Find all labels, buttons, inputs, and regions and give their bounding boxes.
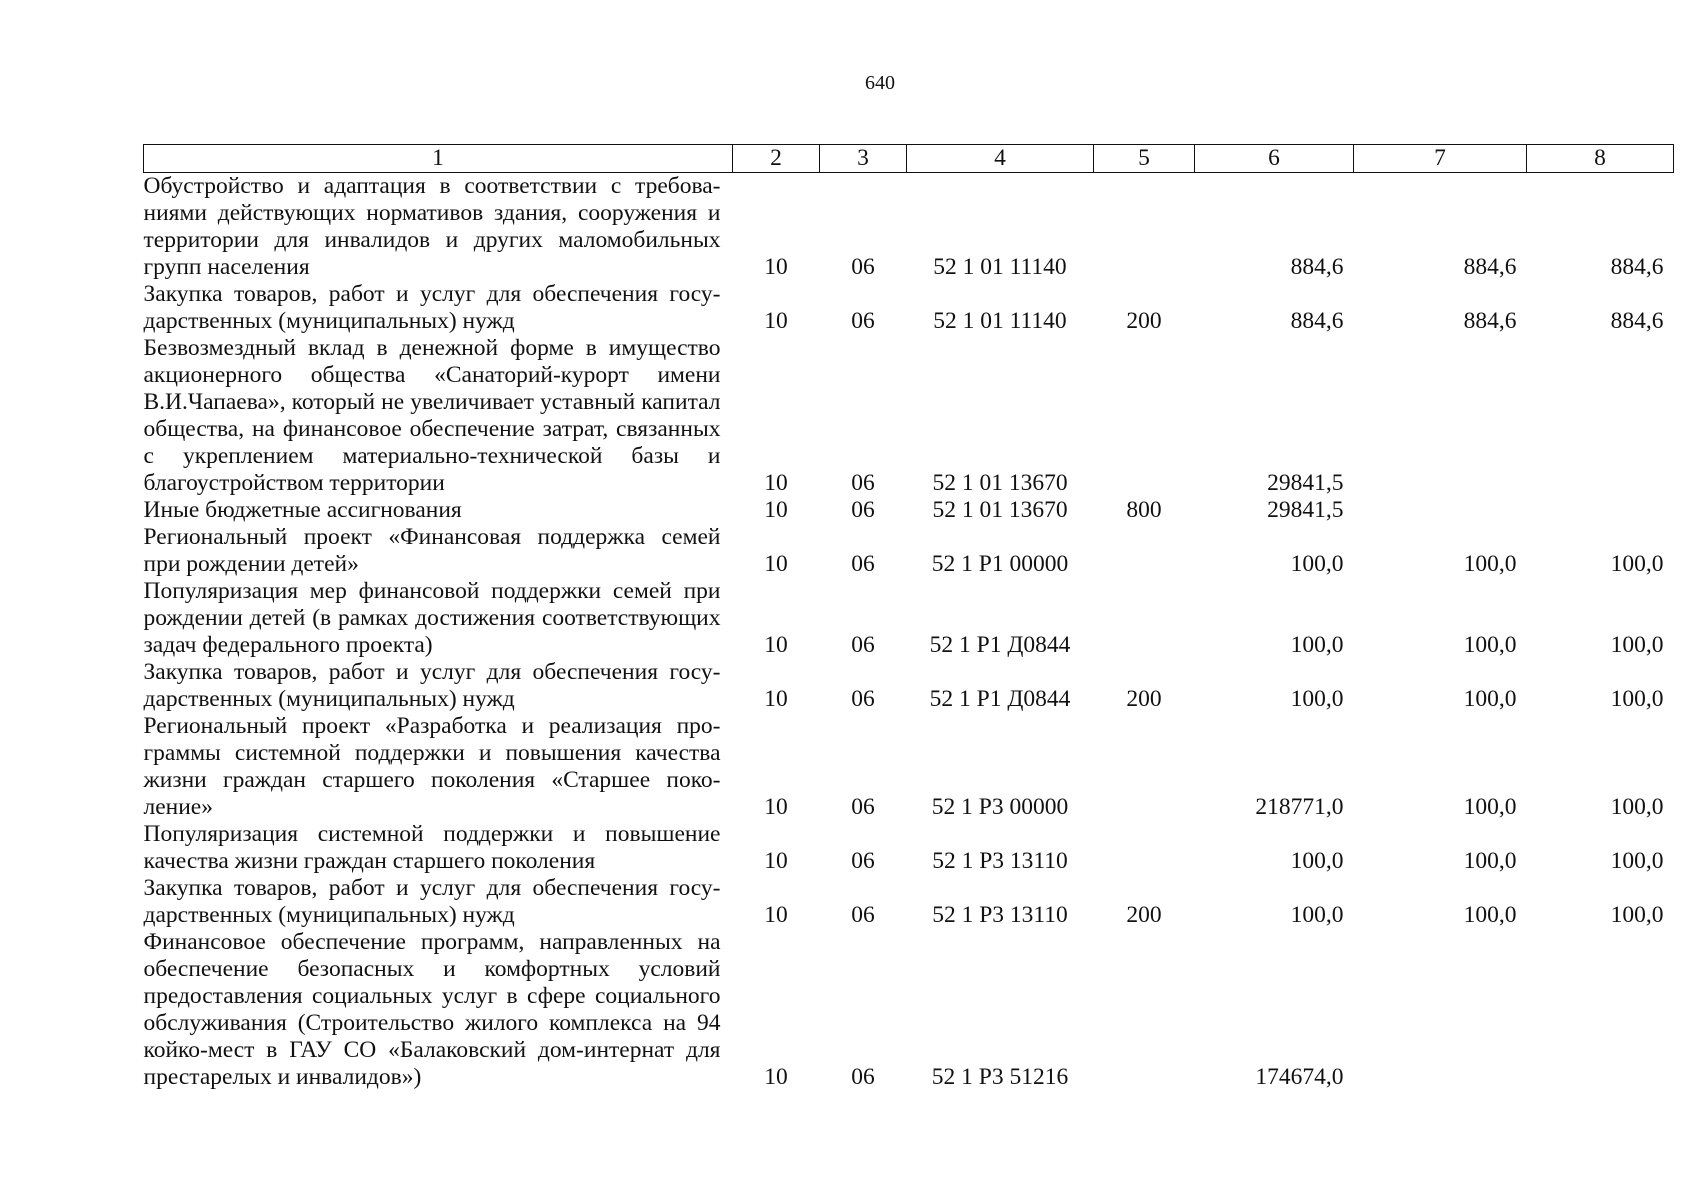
budget-table (143, 144, 1674, 1091)
subsection-code-cell: 06 (851, 254, 875, 280)
amount-cell-col7: 884,6 (1463, 254, 1517, 280)
expense-type-cell: 200 (1126, 308, 1162, 334)
amount-cell-col7: 100,0 (1463, 551, 1517, 577)
amount-cell-col6: 100,0 (1290, 902, 1344, 928)
table-row (144, 578, 1674, 659)
column-number-row (144, 145, 1674, 173)
column-header: 7 (1354, 145, 1527, 173)
target-article-cell: 52 1 P1 Д0844 (929, 686, 1071, 712)
amount-cell-col8: 100,0 (1610, 686, 1664, 712)
target-article-cell: 52 1 P3 13110 (932, 902, 1068, 928)
target-article-cell: 52 1 01 13670 (932, 497, 1068, 523)
page-number: 640 (865, 72, 895, 94)
subsection-code-cell: 06 (851, 470, 875, 496)
table-row (144, 875, 1674, 929)
row-name-cell: Закупка товаров, работ и услуг для обеспечения государственных (муниципальных) нужд (143, 281, 721, 334)
target-article-cell: 52 1 01 11140 (933, 308, 1067, 334)
expense-type-cell: 200 (1126, 686, 1162, 712)
section-code-cell: 10 (764, 254, 788, 280)
subsection-code-cell: 06 (851, 794, 875, 820)
amount-cell-col7: 100,0 (1463, 632, 1517, 658)
expense-type-cell (1094, 524, 1195, 578)
amount-cell-col8 (1527, 497, 1674, 524)
amount-cell-col7: 100,0 (1463, 848, 1517, 874)
amount-cell-col7 (1354, 497, 1527, 524)
expense-type-cell (1094, 335, 1195, 497)
section-code-cell: 10 (764, 308, 788, 334)
section-code-cell: 10 (764, 1064, 788, 1090)
section-code-cell: 10 (764, 848, 788, 874)
amount-cell-col6: 29841,5 (1267, 497, 1344, 523)
subsection-code-cell: 06 (851, 497, 875, 523)
amount-cell-col8: 100,0 (1610, 848, 1664, 874)
amount-cell-col8: 100,0 (1610, 551, 1664, 577)
amount-cell-col7: 100,0 (1463, 794, 1517, 820)
expense-type-cell (1094, 173, 1195, 282)
section-code-cell: 10 (764, 497, 788, 523)
section-code-cell: 10 (764, 902, 788, 928)
section-code-cell: 10 (764, 632, 788, 658)
amount-cell-col8 (1527, 335, 1674, 497)
row-name-cell: Региональный проект «Разработка и реализация программы системной поддержки и повышения качества жизни граждан старшего поколения «Старшее поколение» (143, 713, 721, 820)
amount-cell-col8: 100,0 (1610, 794, 1664, 820)
amount-cell-col7: 100,0 (1463, 686, 1517, 712)
subsection-code-cell: 06 (851, 632, 875, 658)
column-header: 8 (1527, 145, 1674, 173)
amount-cell-col6: 100,0 (1290, 848, 1344, 874)
amount-cell-col6: 29841,5 (1267, 470, 1344, 496)
expense-type-cell (1094, 578, 1195, 659)
row-name-cell: Региональный проект «Финансовая поддержка семей при рождении детей» (143, 524, 721, 577)
row-name-cell: Иные бюджетные ассигнования (143, 497, 462, 523)
subsection-code-cell: 06 (851, 848, 875, 874)
row-name-cell: Обустройство и адаптация в соответствии с требованиями действующих нормативов здания, сооружения и территории для инвалидов и других маломобильных групп населения (143, 173, 721, 280)
section-code-cell: 10 (764, 470, 788, 496)
row-name-cell: Закупка товаров, работ и услуг для обеспечения государственных (муниципальных) нужд (143, 875, 721, 928)
amount-cell-col8 (1527, 929, 1674, 1091)
subsection-code-cell: 06 (851, 686, 875, 712)
amount-cell-col8: 100,0 (1610, 902, 1664, 928)
target-article-cell: 52 1 P1 Д0844 (929, 632, 1071, 658)
expense-type-cell (1094, 713, 1195, 821)
table-row (144, 335, 1674, 497)
subsection-code-cell: 06 (851, 1064, 875, 1090)
amount-cell-col6: 100,0 (1290, 632, 1344, 658)
amount-cell-col6: 884,6 (1290, 308, 1344, 334)
table-row (144, 173, 1674, 282)
column-header: 1 (144, 145, 733, 173)
amount-cell-col8: 100,0 (1610, 632, 1664, 658)
target-article-cell: 52 1 P1 00000 (931, 551, 1069, 577)
amount-cell-col7 (1354, 335, 1527, 497)
amount-cell-col6: 884,6 (1290, 254, 1344, 280)
table-header (144, 145, 1674, 173)
table-row (144, 713, 1674, 821)
target-article-cell: 52 1 01 11140 (933, 254, 1067, 280)
column-header: 5 (1094, 145, 1195, 173)
table-row (144, 497, 1674, 524)
subsection-code-cell: 06 (851, 551, 875, 577)
column-header: 2 (733, 145, 820, 173)
section-code-cell: 10 (764, 551, 788, 577)
row-name-cell: Закупка товаров, работ и услуг для обеспечения государственных (муниципальных) нужд (143, 659, 721, 712)
target-article-cell: 52 1 P3 13110 (932, 848, 1068, 874)
section-code-cell: 10 (764, 686, 788, 712)
expense-type-cell: 200 (1126, 902, 1162, 928)
amount-cell-col8: 884,6 (1610, 308, 1664, 334)
expense-type-cell: 800 (1126, 497, 1162, 523)
row-name-cell: Безвозмездный вклад в денежной форме в имущество акционерного общества «Санаторий-курорт имени В.И.Чапаева», который не увеличивает уставный капитал общества, на финансовое обеспечение затрат, связанных с укреплением материально-технической базы и благоустройством территории (143, 335, 721, 496)
amount-cell-col6: 174674,0 (1255, 1064, 1344, 1090)
subsection-code-cell: 06 (851, 902, 875, 928)
table-row (144, 281, 1674, 335)
target-article-cell: 52 1 01 13670 (932, 470, 1068, 496)
table-row (144, 929, 1674, 1091)
row-name-cell: Финансовое обеспечение программ, направленных на обеспечение безопасных и комфортных условий предоставления социальных услуг в сфере социального обслуживания (Строительство жилого комплекса на 94 койко-мест в ГАУ СО «Балаковский дом-интернат для престарелых и инвалидов») (143, 929, 721, 1090)
row-name-cell: Популяризация мер финансовой поддержки семей при рождении детей (в рамках достижения соответствующих задач федерального проекта) (143, 578, 721, 658)
amount-cell-col7 (1354, 929, 1527, 1091)
amount-cell-col7: 884,6 (1463, 308, 1517, 334)
column-header: 3 (820, 145, 907, 173)
row-name-cell: Популяризация системной поддержки и повышение качества жизни граждан старшего поколения (143, 821, 721, 874)
table-row (144, 659, 1674, 713)
amount-cell-col6: 100,0 (1290, 551, 1344, 577)
table-body (144, 173, 1674, 1092)
amount-cell-col6: 218771,0 (1255, 794, 1344, 820)
subsection-code-cell: 06 (851, 308, 875, 334)
expense-type-cell (1094, 929, 1195, 1091)
table-row (144, 821, 1674, 875)
table-row (144, 524, 1674, 578)
section-code-cell: 10 (764, 794, 788, 820)
column-header: 6 (1195, 145, 1354, 173)
amount-cell-col6: 100,0 (1290, 686, 1344, 712)
target-article-cell: 52 1 P3 51216 (931, 1064, 1069, 1090)
column-header: 4 (907, 145, 1094, 173)
amount-cell-col7: 100,0 (1463, 902, 1517, 928)
target-article-cell: 52 1 P3 00000 (931, 794, 1069, 820)
amount-cell-col8: 884,6 (1610, 254, 1664, 280)
expense-type-cell (1094, 821, 1195, 875)
